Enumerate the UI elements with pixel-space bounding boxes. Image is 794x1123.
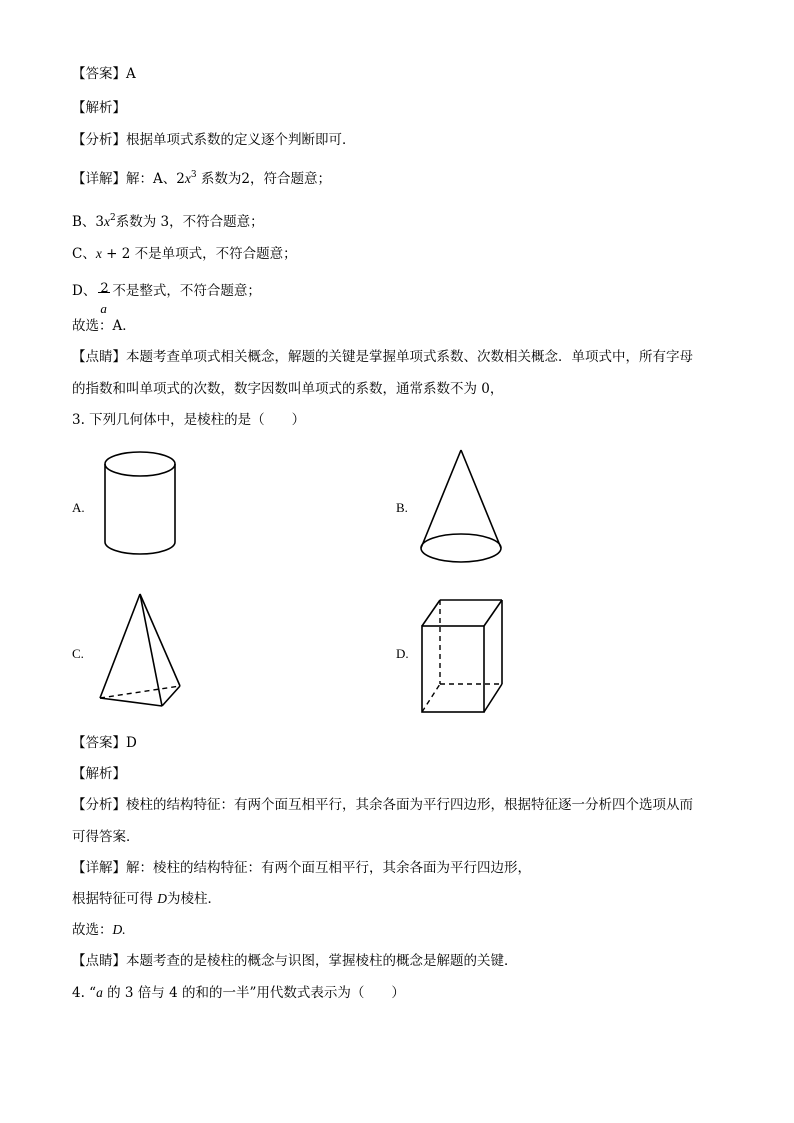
q2-option-d-line — [72, 274, 261, 316]
fraction-denominator: a — [100, 300, 107, 316]
q3-analysis-tag: 【解析】 — [72, 766, 126, 782]
q3-fenxi-line1 — [72, 795, 693, 815]
xiangjie-tag: 【详解】 — [72, 860, 126, 876]
fraction — [98, 275, 110, 316]
fraction-numerator: 2 — [100, 280, 109, 296]
math-var: D — [157, 891, 168, 906]
q2-option-c-line — [72, 244, 297, 264]
c-suffix: + 2 不是单项式，不符合题意； — [101, 246, 297, 262]
option-d-label: D. — [396, 646, 409, 661]
xiangjie-text-b: 为棱柱． — [167, 891, 222, 907]
cone-icon — [414, 448, 509, 572]
fenxi-tag: 【分析】 — [72, 132, 126, 148]
b-suffix: 系数为 3，不符合题意； — [115, 214, 264, 230]
math-exponent: 3 — [190, 170, 197, 180]
fenxi-text: 根据单项式系数的定义逐个判断即可． — [126, 132, 356, 148]
q2-analysis-tag: 【解析】 — [72, 100, 126, 116]
q2-fenxi-line — [72, 130, 356, 150]
q3-question: 3. 下列几何体中，是棱柱的是（ ） — [72, 412, 306, 428]
choose-value: D. — [112, 922, 126, 937]
math-var: x — [104, 214, 111, 229]
answer-value: A — [126, 66, 136, 82]
q2-dianjing-line2: 的指数和叫单项式的次数，数字因数叫单项式的系数，通常系数不为 0， — [72, 381, 504, 397]
q3-answer-line — [72, 733, 137, 753]
d-suffix: 不是整式，不符合题意； — [112, 283, 261, 299]
xiangjie-prefix: 解：A、2 — [126, 171, 185, 187]
xiangjie-tag: 【详解】 — [72, 171, 126, 187]
dianjing-tag: 【点睛】 — [72, 953, 126, 969]
math-var: a — [96, 985, 103, 1000]
math-exponent: 2 — [110, 213, 116, 223]
q3-xiangjie-line2 — [72, 889, 221, 909]
dianjing-text: 本题考查单项式相关概念，解题的关键是掌握单项式系数、次数相关概念．单项式中，所有字母 — [126, 349, 693, 365]
q4-question — [72, 983, 405, 1003]
option-c-label: C. — [72, 646, 84, 661]
xiangjie-text: 解：棱柱的结构特征：有两个面互相平行，其余各面为平行四边形， — [126, 860, 531, 876]
xiangjie-text-a: 根据特征可得 — [72, 891, 158, 907]
d-prefix: D、 — [72, 283, 97, 299]
cylinder-icon — [100, 448, 180, 560]
q3-choose — [72, 920, 126, 940]
math-var: x — [95, 246, 102, 261]
q2-choose: 故选：A． — [72, 318, 136, 334]
b-prefix: B、3 — [72, 214, 105, 230]
fenxi-tag: 【分析】 — [72, 797, 126, 813]
math-var: x — [184, 171, 191, 186]
q4-prefix: 4. “ — [72, 985, 97, 1001]
c-prefix: C、 — [72, 246, 96, 262]
option-a-label: A. — [72, 500, 85, 515]
q3-fenxi-line2: 可得答案． — [72, 829, 140, 845]
q2-dianjing-line1 — [72, 347, 693, 367]
pyramid-icon — [96, 590, 186, 710]
answer-tag: 【答案】 — [72, 735, 126, 751]
dianjing-text: 本题考查的是棱柱的概念与识图，掌握棱柱的概念是解题的关键． — [126, 953, 518, 969]
fenxi-text: 棱柱的结构特征：有两个面互相平行，其余各面为平行四边形，根据特征逐一分析四个选项从而 — [126, 797, 693, 813]
answer-value: D — [126, 735, 137, 751]
answer-tag: 【答案】 — [72, 66, 126, 82]
prism-icon — [418, 594, 508, 718]
q3-dianjing-line — [72, 951, 518, 971]
dianjing-tag: 【点睛】 — [72, 349, 126, 365]
q2-xiangjie-line — [72, 165, 331, 189]
xiangjie-suffix: 系数为2，符合题意； — [196, 171, 331, 187]
option-b-label: B. — [396, 500, 408, 515]
q4-suffix: 的 3 倍与 4 的和的一半”用代数式表示为（ ） — [102, 985, 405, 1001]
q3-xiangjie-line1 — [72, 858, 531, 878]
q2-answer-line — [72, 64, 136, 84]
q2-option-b-line — [72, 208, 264, 232]
choose-prefix: 故选： — [72, 922, 113, 938]
